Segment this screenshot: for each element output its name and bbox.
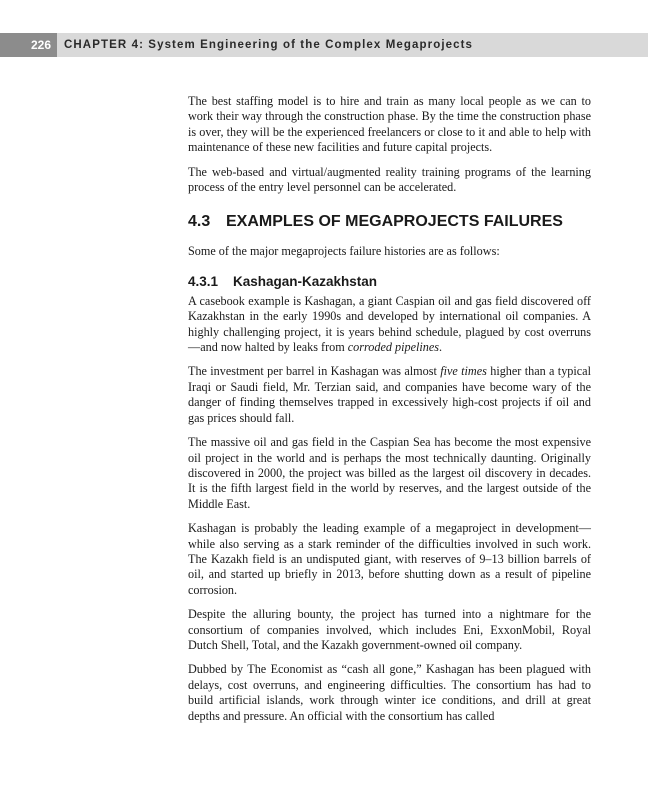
subsection-heading xyxy=(188,273,591,290)
text-run: . xyxy=(439,340,443,355)
paragraph: Despite the alluring bounty, the project has turned into a nightmare for the consortium of companies involved, which includes Eni, ExxonMobil, Royal Dutch Shell, Total, and the Kazakh government-owned oil company. xyxy=(188,607,591,652)
running-head-title: CHAPTER 4: System Engineering of the Complex Megaprojects xyxy=(64,39,474,51)
section-heading xyxy=(188,212,591,232)
text-run: higher than a typical Iraqi or Saudi field, Mr. Terzian said, and companies have become wary of the danger of finding themselves trapped in excessively high-cost projects if oil and gas prices should fall. xyxy=(188,364,591,425)
paragraph xyxy=(188,294,591,356)
paragraph: Some of the major megaprojects failure histories are as follows: xyxy=(188,244,500,259)
section-number: 4.3 xyxy=(188,213,211,231)
main-text xyxy=(188,94,591,733)
text-run: A casebook example is Kashagan, a giant Caspian oil and gas field discovered off Kazakhstan in the early 1990s and developed by international oil companies. A highly challenging project, it is years behind schedule, plagued by cost overruns—and now halted by leaks from xyxy=(188,293,591,355)
text-run: The investment per barrel in Kashagan was almost xyxy=(188,364,441,379)
paragraph xyxy=(188,364,591,426)
emphasis-text: corroded pipelines xyxy=(347,340,440,355)
paragraph: The web-based and virtual/augmented reality training programs of the learning process of the entry level personnel can be accelerated. xyxy=(188,164,591,195)
paragraph: Dubbed by The Economist as “cash all gone,” Kashagan has been plagued with delays, cost overruns, and engineering difficulties. The consortium has had to build artificial islands, work through winter ice conditions, and drill at great depths and pressure. An official with the consortium has called xyxy=(188,662,591,723)
paragraph: Kashagan is probably the leading example of a megaproject in development— while also serving as a stark reminder of the difficulties involved in such work. The Kazakh field is an undisputed giant, with reserves of 9–13 billion barrels of oil, and started up briefly in 2013, before shutting down as a result of pipeline corrosion. xyxy=(188,521,591,597)
paragraph: The massive oil and gas field in the Caspian Sea has become the most expensive oil project in the world and is perhaps the most technically daunting. Originally discovered in 2000, the project was billed as the largest oil discovery in decades. It is the fifth largest field in the world by reserves, and the largest outside of the Middle East. xyxy=(188,435,591,511)
subsection-number: 4.3.1 xyxy=(188,273,219,289)
paragraph: The best staffing model is to hire and train as many local people as we can to work their way through the construction phase. By the time the construction phase is over, they will be the experienced freelancers or close to it and able to help with maintenance of these new facilities and future capital projects. xyxy=(188,94,591,155)
page-number: 226 xyxy=(0,33,57,57)
subsection-title: Kashagan-Kazakhstan xyxy=(233,273,378,289)
running-header xyxy=(0,33,648,57)
emphasis-text: five times xyxy=(440,364,487,379)
section-title: EXAMPLES OF MEGAPROJECTS FAILURES xyxy=(226,213,563,231)
